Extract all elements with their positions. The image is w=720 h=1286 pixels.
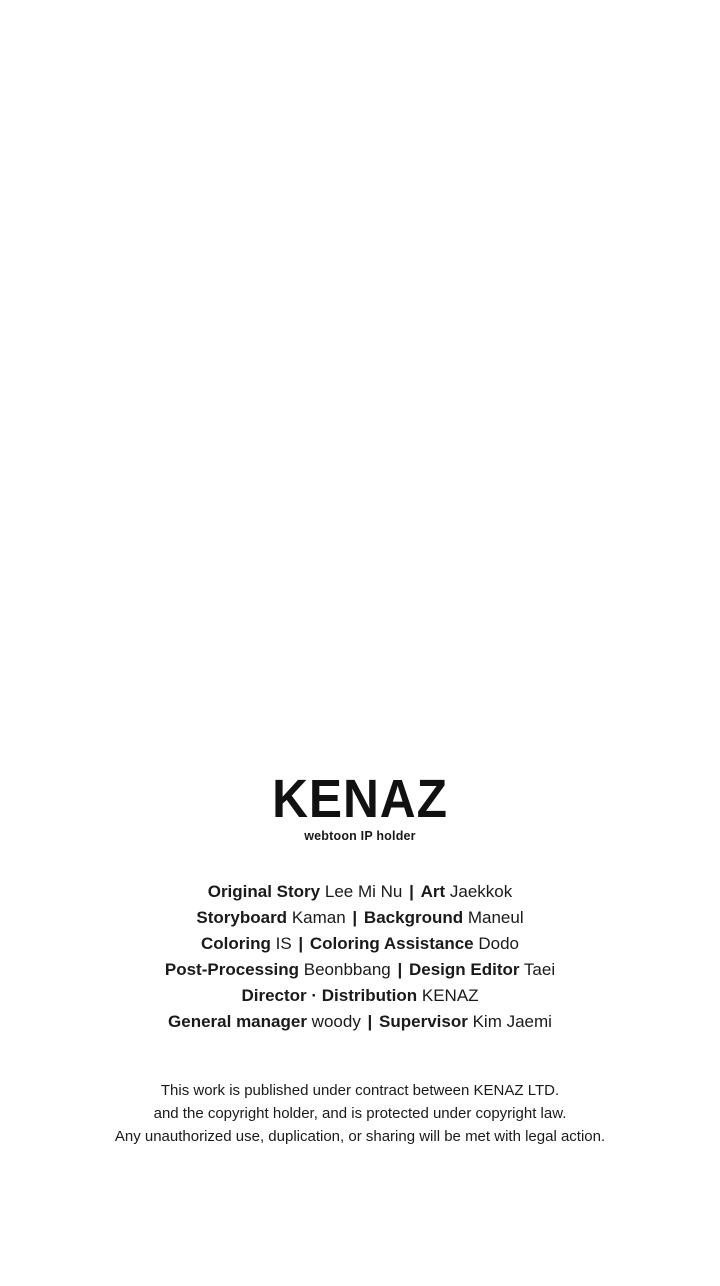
credit-role: Original Story [207, 882, 321, 901]
legal-line-3: Any unauthorized use, duplication, or sharing will be met with legal action. [114, 1128, 606, 1145]
credit-role: Storyboard [196, 908, 288, 927]
legal-line-2: and the copyright holder, and is protected under copyright law. [153, 1105, 567, 1122]
credit-separator: | [367, 1012, 373, 1031]
credit-name: Taei [523, 960, 556, 979]
credits-block [0, 770, 720, 1148]
credit-line [0, 983, 720, 1009]
credit-name: Dodo [478, 934, 520, 953]
credit-role: Design Editor [408, 960, 520, 979]
credit-role: Supervisor [379, 1012, 468, 1031]
credit-name: KENAZ [421, 986, 479, 1005]
credit-separator: | [397, 960, 403, 979]
credit-line [0, 931, 720, 957]
credit-role: Director · Distribution [241, 986, 418, 1005]
credit-name: Kaman [291, 908, 346, 927]
credit-role: Coloring Assistance [309, 934, 474, 953]
legal-notice [0, 1079, 720, 1148]
credit-name: Kim Jaemi [472, 1012, 552, 1031]
credit-name: Maneul [467, 908, 524, 927]
credit-role: Coloring [200, 934, 271, 953]
credit-role: Art [420, 882, 446, 901]
legal-line-1: This work is published under contract between KENAZ LTD. [160, 1082, 560, 1099]
credit-role: General manager [168, 1012, 307, 1031]
credit-separator: | [298, 934, 304, 953]
credit-name: Lee Mi Nu [324, 882, 403, 901]
credit-name: IS [275, 934, 292, 953]
kenaz-logo-subtitle: webtoon IP holder [304, 829, 416, 843]
credit-line [0, 957, 720, 983]
credit-name: Jaekkok [449, 882, 513, 901]
credit-separator: | [409, 882, 414, 901]
credit-line [0, 905, 720, 931]
credit-line [0, 1009, 720, 1035]
credit-name: Beonbbang [303, 960, 391, 979]
credit-separator: | [352, 908, 358, 927]
credit-role: Background [363, 908, 464, 927]
kenaz-logo-title: KENAZ [272, 769, 448, 829]
credit-line [0, 879, 720, 905]
staff-credits [0, 879, 720, 1035]
credit-role: Post-Processing [164, 960, 300, 979]
credit-name: woody [311, 1012, 361, 1031]
